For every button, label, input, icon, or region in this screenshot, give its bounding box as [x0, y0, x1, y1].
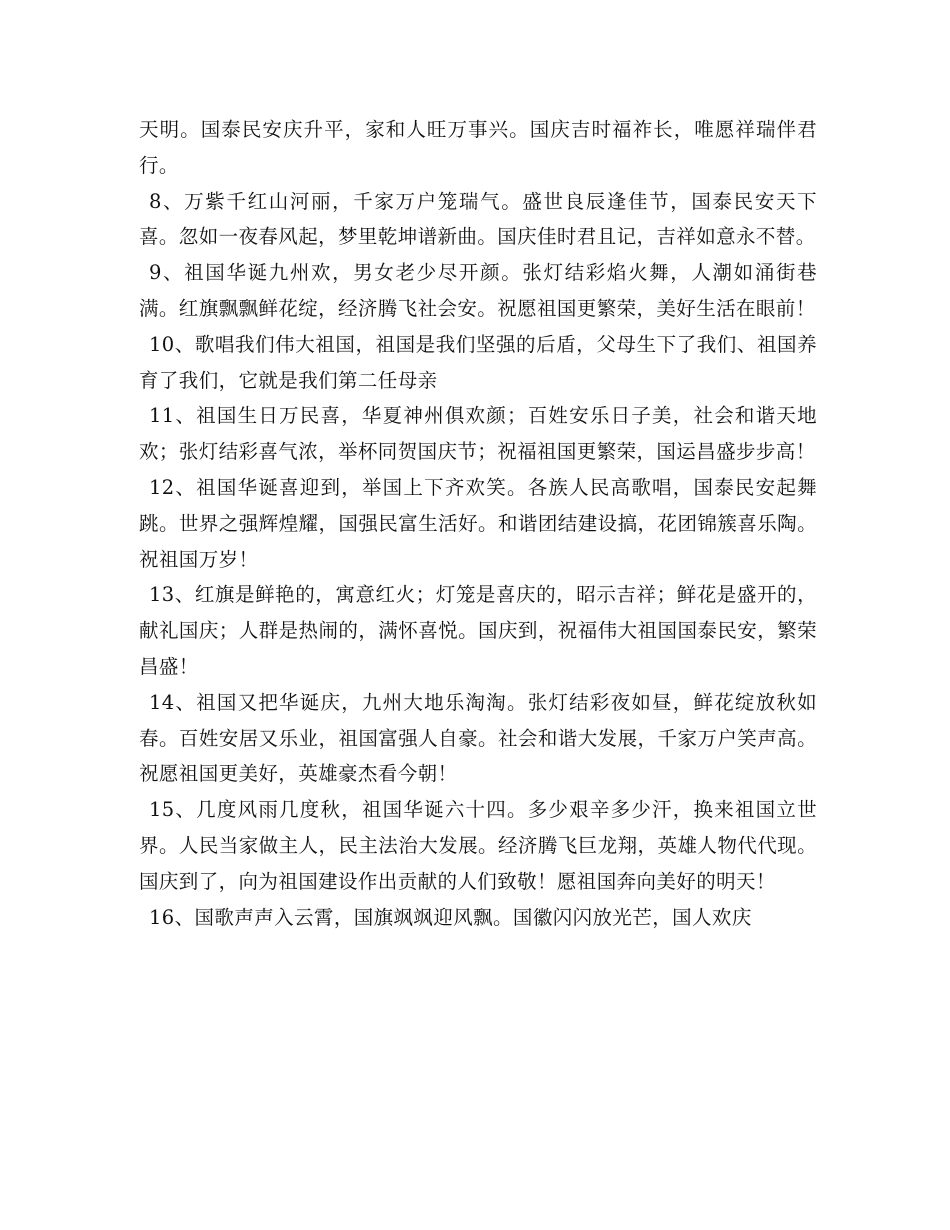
paragraph-item-10: 10、歌唱我们伟大祖国，祖国是我们坚强的后盾，父母生下了我们、祖国养育了我们，它就是我们第二任母亲 — [139, 332, 817, 392]
paragraph-item-14: 14、祖国又把华诞庆，九州大地乐淘淘。张灯结彩夜如昼，鲜花绽放秋如春。百姓安居又乐业，祖国富强人自豪。社会和谐大发展，千家万户笑声高。祝愿祖国更美好，英雄豪杰看今朝！ — [139, 690, 817, 786]
paragraph-item-11: 11、祖国生日万民喜，华夏神州俱欢颜；百姓安乐日子美，社会和谐天地欢；张灯结彩喜气浓，举杯同贺国庆节；祝福祖国更繁荣，国运昌盛步步高！ — [139, 404, 817, 464]
paragraph-item-9: 9、祖国华诞九州欢，男女老少尽开颜。张灯结彩焰火舞，人潮如涌街巷满。红旗飘飘鲜花绽，经济腾飞社会安。祝愿祖国更繁荣，美好生活在眼前！ — [139, 261, 817, 320]
document-body — [139, 112, 817, 935]
paragraph-item-15: 15、几度风雨几度秋，祖国华诞六十四。多少艰辛多少汗，换来祖国立世界。人民当家做主人，民主法治大发展。经济腾飞巨龙翔，英雄人物代代现。国庆到了，向为祖国建设作出贡献的人们致敬！愿祖国奔向美好的明天！ — [139, 798, 817, 893]
paragraph-item-8: 8、万紫千红山河丽，千家万户笼瑞气。盛世良辰逢佳节，国泰民安天下喜。忽如一夜春风起，梦里乾坤谱新曲。国庆佳时君且记，吉祥如意永不替。 — [139, 189, 817, 249]
paragraph-item-13: 13、红旗是鲜艳的，寓意红火；灯笼是喜庆的，昭示吉祥；鲜花是盛开的，献礼国庆；人群是热闹的，满怀喜悦。国庆到，祝福伟大祖国国泰民安，繁荣昌盛！ — [139, 583, 817, 678]
paragraph-continuation: 天明。国泰民安庆升平，家和人旺万事兴。国庆吉时福祚长，唯愿祥瑞伴君行。 — [139, 118, 817, 177]
paragraph-item-12: 12、祖国华诞喜迎到，举国上下齐欢笑。各族人民高歌唱，国泰民安起舞跳。世界之强辉煌耀，国强民富生活好。和谐团结建设搞，花团锦簇喜乐陶。祝祖国万岁！ — [139, 475, 817, 571]
paragraph-item-16: 16、国歌声声入云霄，国旗飒飒迎风飘。国徽闪闪放光芒，国人欢庆 — [149, 905, 752, 929]
